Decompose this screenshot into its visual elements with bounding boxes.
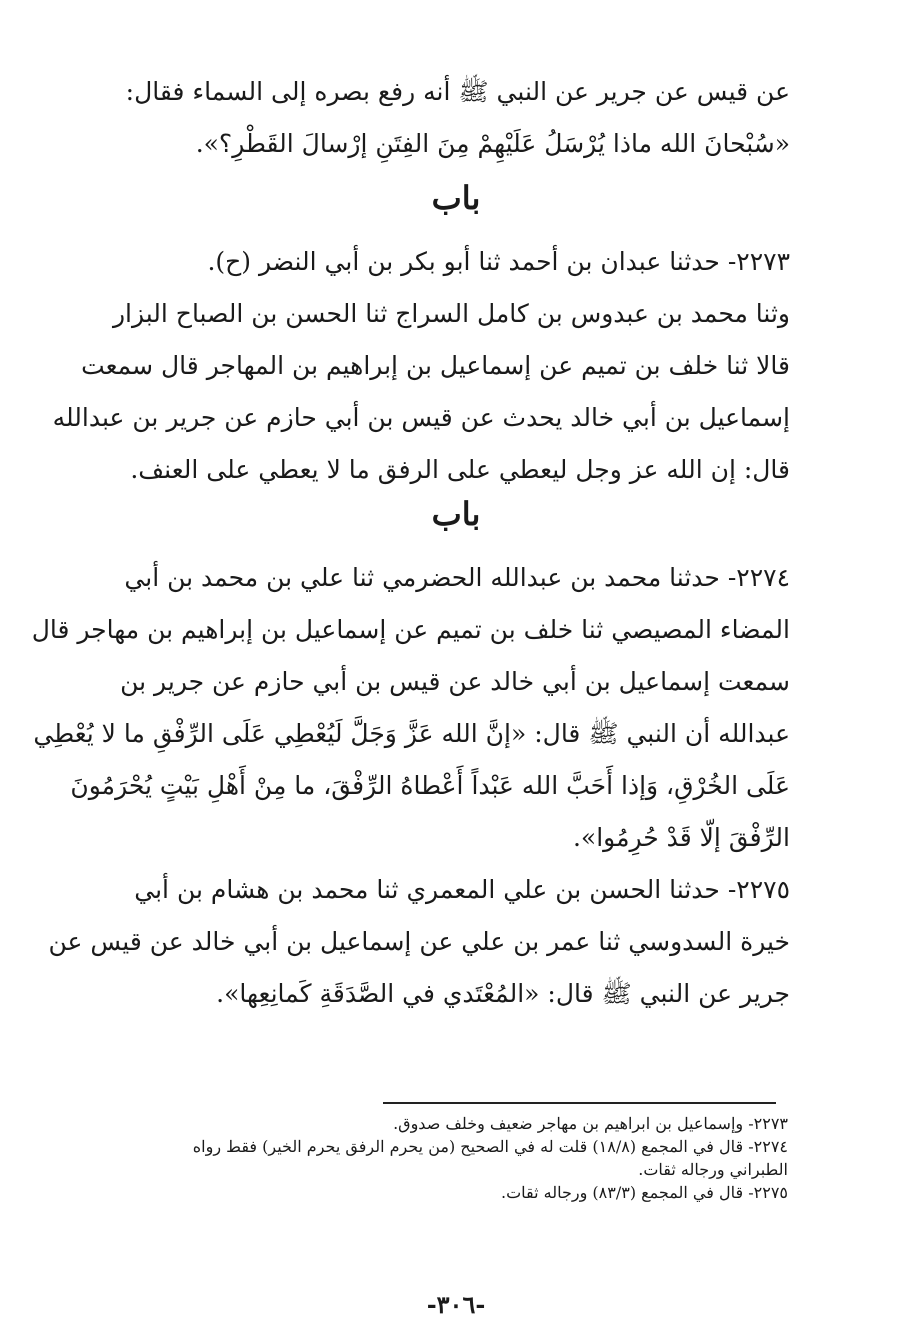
hadith-2274 [31, 552, 790, 864]
hadith-2273-line-3: قالا ثنا خلف بن تميم عن إسماعيل بن إبراهيم بن المهاجر قال سمعت [81, 351, 790, 380]
footnote-2273: ٢٢٧٣- وإسماعيل بن ابراهيم بن مهاجر ضعيف وخلف صدوق. [393, 1114, 788, 1133]
intro-line-2: «سُبْحانَ الله ماذا يُرْسَلُ عَلَيْهِمْ مِنَ الفِتَنِ إرْسالَ القَطْرِ؟». [195, 129, 790, 158]
hadith-2275 [48, 864, 790, 1020]
hadith-2274-line-4: عبدالله أن النبي ﷺ قال: «إنَّ الله عَزَّ وَجَلَّ لَيُعْطِي عَلَى الرِّفْقِ ما لا يُعْطِي [33, 719, 790, 748]
hadith-2274-line-5: عَلَى الخُرْقِ، وَإذا أَحَبَّ الله عَبْداً أَعْطاهُ الرِّفْقَ، ما مِنْ أَهْلِ بَيْتٍ يُحْرَمُونَ [70, 771, 790, 800]
footnote-2275: ٢٢٧٥- قال في المجمع (٨٣/٣) ورجاله ثقات. [501, 1183, 788, 1202]
hadith-2273-line-1: ٢٢٧٣- حدثنا عبدان بن أحمد ثنا أبو بكر بن أبي النضر (ح). [207, 247, 790, 276]
footnote-divider [383, 1102, 776, 1104]
hadith-2274-line-6: الرِّفْقَ إلّا قَدْ حُرِمُوا». [572, 823, 790, 852]
hadith-2275-line-3: جرير عن النبي ﷺ قال: «المُعْتَدي في الصَّدَقَةِ كَمانِعِها». [216, 979, 790, 1008]
footnote-2274-continued: الطبراني ورجاله ثقات. [638, 1160, 788, 1179]
intro-line-1: عن قيس عن جرير عن النبي ﷺ أنه رفع بصره إلى السماء فقال: [125, 77, 790, 106]
hadith-2275-line-1: ٢٢٧٥- حدثنا الحسن بن علي المعمري ثنا محمد بن هشام بن أبي [134, 875, 790, 904]
hadith-2274-line-2: المضاء المصيصي ثنا خلف بن تميم عن إسماعيل بن إبراهيم بن مهاجر قال [31, 615, 790, 644]
hadith-2273 [52, 236, 790, 496]
hadith-2274-line-1: ٢٢٧٤- حدثنا محمد بن عبدالله الحضرمي ثنا علي بن محمد بن أبي [124, 563, 790, 592]
hadith-2273-line-4: إسماعيل بن أبي خالد يحدث عن قيس بن أبي حازم عن جرير بن عبدالله [52, 403, 790, 432]
section-heading-1: باب [431, 179, 481, 217]
hadith-2274-line-3: سمعت إسماعيل بن أبي خالد عن قيس بن أبي حازم عن جرير بن [120, 667, 790, 696]
footnotes [128, 1112, 788, 1204]
page-number: -٣٠٦- [426, 1290, 486, 1319]
hadith-2273-line-5: قال: إن الله عز وجل ليعطي على الرفق ما لا يعطي على العنف. [130, 455, 790, 484]
hadith-2273-line-2: وثنا محمد بن عبدوس بن كامل السراج ثنا الحسن بن الصباح البزار [112, 299, 790, 328]
hadith-2275-line-2: خيرة السدوسي ثنا عمر بن علي عن إسماعيل بن أبي خالد عن قيس عن [48, 927, 790, 956]
footnote-2274: ٢٢٧٤- قال في المجمع (١٨/٨) قلت له في الصحيح (من يحرم الرفق يحرم الخير) فقط رواه [192, 1137, 788, 1156]
section-heading-2: باب [431, 495, 481, 533]
intro-paragraph [125, 66, 790, 170]
